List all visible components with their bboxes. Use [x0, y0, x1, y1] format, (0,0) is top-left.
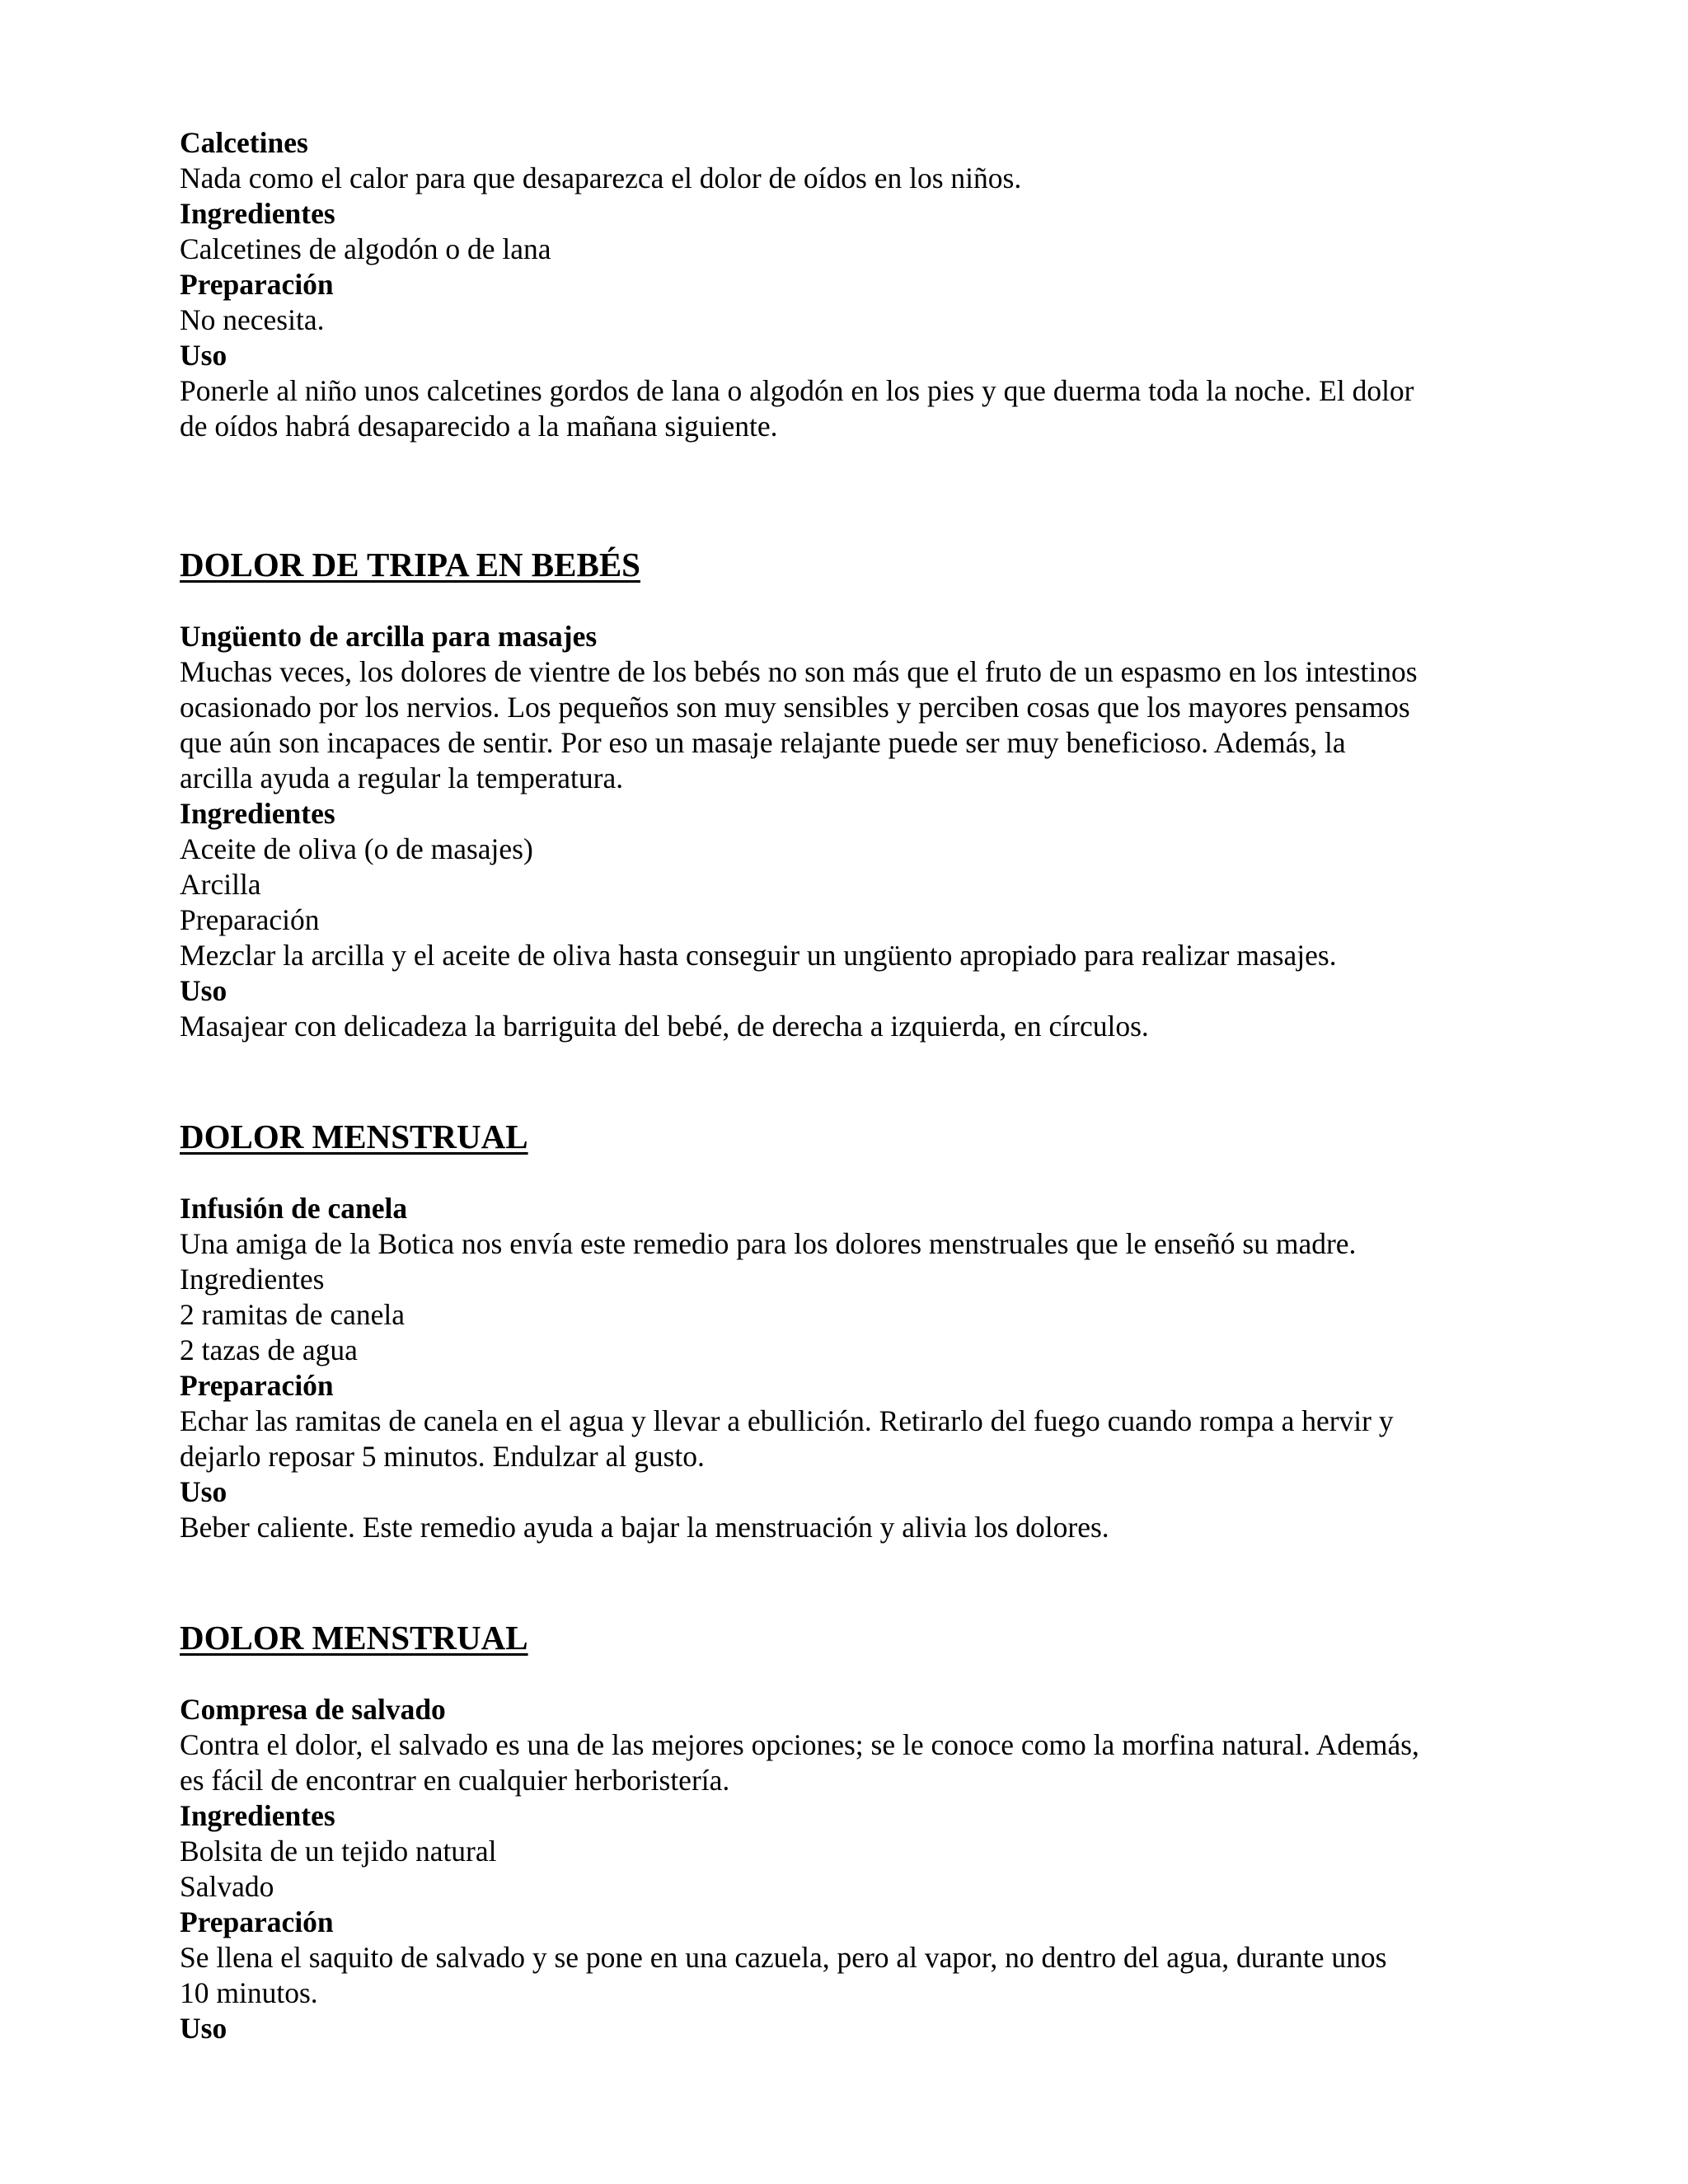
preparation-label: Preparación	[180, 1369, 334, 1402]
use-text: Ponerle al niño unos calcetines gordos de lana o algodón en los pies y que duerma toda la noche. El dolor	[180, 374, 1414, 407]
remedy-canela	[180, 1117, 1515, 1545]
ingredient-item: Calcetines de algodón o de lana	[180, 232, 551, 265]
use-text: Masajear con delicadeza la barriguita del bebé, de derecha a izquierda, en círculos.	[180, 1010, 1149, 1043]
remedy-tripa	[180, 545, 1515, 1044]
remedy-intro: ocasionado por los nervios. Los pequeños son muy sensibles y perciben cosas que los mayores pensamos	[180, 691, 1410, 724]
ingredient-item: Arcilla	[180, 868, 261, 901]
section-heading: DOLOR MENSTRUAL	[180, 1118, 528, 1155]
preparation-text: Se llena el saquito de salvado y se pone en una cazuela, pero al vapor, no dentro del agua, durante unos	[180, 1941, 1387, 1974]
use-text: Beber caliente. Este remedio ayuda a bajar la menstruación y alivia los dolores.	[180, 1511, 1109, 1544]
ingredients-label: Ingredientes	[180, 1799, 335, 1832]
ingredient-item: Bolsita de un tejido natural	[180, 1835, 497, 1868]
ingredient-item: Aceite de oliva (o de masajes)	[180, 832, 533, 865]
remedy-title: Infusión de canela	[180, 1192, 408, 1225]
preparation-text: Mezclar la arcilla y el aceite de oliva hasta conseguir un ungüento apropiado para realizar masajes.	[180, 939, 1337, 972]
remedy-intro: Nada como el calor para que desaparezca el dolor de oídos en los niños.	[180, 162, 1022, 194]
remedy-title: Calcetines	[180, 126, 308, 159]
use-label: Uso	[180, 1475, 227, 1508]
ingredients-label: Ingredientes	[180, 197, 335, 230]
preparation-text: dejarlo reposar 5 minutos. Endulzar al gusto.	[180, 1440, 705, 1473]
remedy-intro: es fácil de encontrar en cualquier herboristería.	[180, 1764, 730, 1797]
section-heading: DOLOR DE TRIPA EN BEBÉS	[180, 546, 640, 583]
remedy-intro: Muchas veces, los dolores de vientre de los bebés no son más que el fruto de un espasmo en los intestinos	[180, 655, 1418, 688]
remedy-intro: Una amiga de la Botica nos envía este remedio para los dolores menstruales que le enseñó su madre.	[180, 1227, 1357, 1260]
remedy-title: Ungüento de arcilla para masajes	[180, 620, 598, 653]
ingredient-item: Salvado	[180, 1870, 274, 1903]
preparation-text: No necesita.	[180, 303, 325, 336]
remedy-salvado	[180, 1618, 1515, 2046]
remedy-title: Compresa de salvado	[180, 1693, 446, 1726]
remedy-calcetines	[180, 125, 1515, 444]
use-text: de oídos habrá desaparecido a la mañana siguiente.	[180, 410, 778, 443]
ingredient-item: 2 tazas de agua	[180, 1333, 358, 1366]
document-page	[180, 125, 1515, 2046]
use-label: Uso	[180, 339, 227, 372]
remedy-intro: que aún son incapaces de sentir. Por eso un masaje relajante puede ser muy beneficioso. Además, la	[180, 726, 1346, 759]
preparation-label: Preparación	[180, 268, 334, 301]
ingredient-item: 2 ramitas de canela	[180, 1298, 406, 1331]
ingredients-label: Ingredientes	[180, 797, 335, 830]
use-label: Uso	[180, 974, 227, 1007]
section-heading: DOLOR MENSTRUAL	[180, 1619, 528, 1657]
preparation-label: Preparación	[180, 1905, 334, 1938]
preparation-text: Echar las ramitas de canela en el agua y llevar a ebullición. Retirarlo del fuego cuando rompa a hervir y	[180, 1404, 1394, 1437]
preparation-text: 10 minutos.	[180, 1976, 318, 2009]
ingredients-label: Ingredientes	[180, 1263, 325, 1296]
use-label: Uso	[180, 2012, 227, 2045]
remedy-intro: Contra el dolor, el salvado es una de las mejores opciones; se le conoce como la morfina natural. Además,	[180, 1728, 1419, 1761]
remedy-intro: arcilla ayuda a regular la temperatura.	[180, 762, 624, 794]
preparation-label: Preparación	[180, 903, 320, 936]
